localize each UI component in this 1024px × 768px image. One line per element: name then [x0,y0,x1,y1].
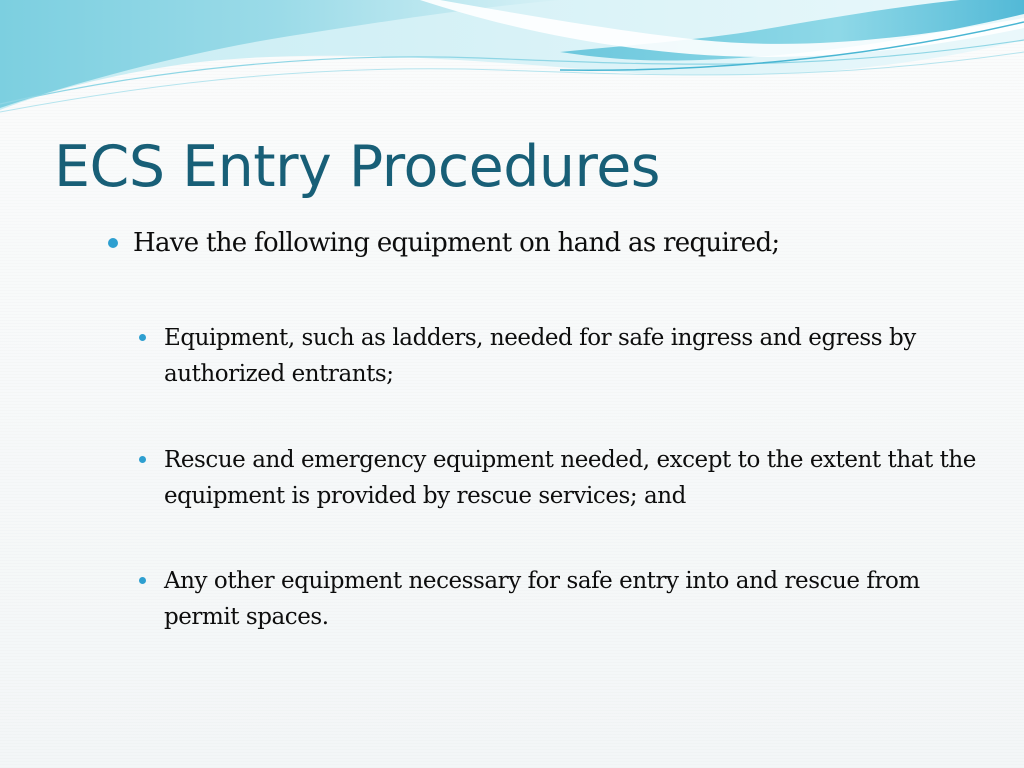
bullet-text: Have the following equipment on hand as required; [133,228,780,258]
slide-title: ECS Entry Procedures [54,134,660,200]
bullet-item-level2 [164,563,994,635]
header-wave-decoration [0,0,1024,130]
bullet-text: Any other equipment necessary for safe entry into and rescue from permit spaces. [164,568,920,630]
bullet-dot-icon [139,456,146,463]
bullet-item-level2 [164,442,994,514]
bullet-dot-icon [139,577,146,584]
bullet-text: Equipment, such as ladders, needed for safe ingress and egress by authorized entrants; [164,325,916,387]
bullet-dot-icon [108,238,118,248]
bullet-item-level1 [133,224,993,262]
bullet-item-level2 [164,320,994,392]
bullet-text: Rescue and emergency equipment needed, except to the extent that the equipment is provided by rescue services; and [164,447,976,509]
bullet-dot-icon [139,334,146,341]
